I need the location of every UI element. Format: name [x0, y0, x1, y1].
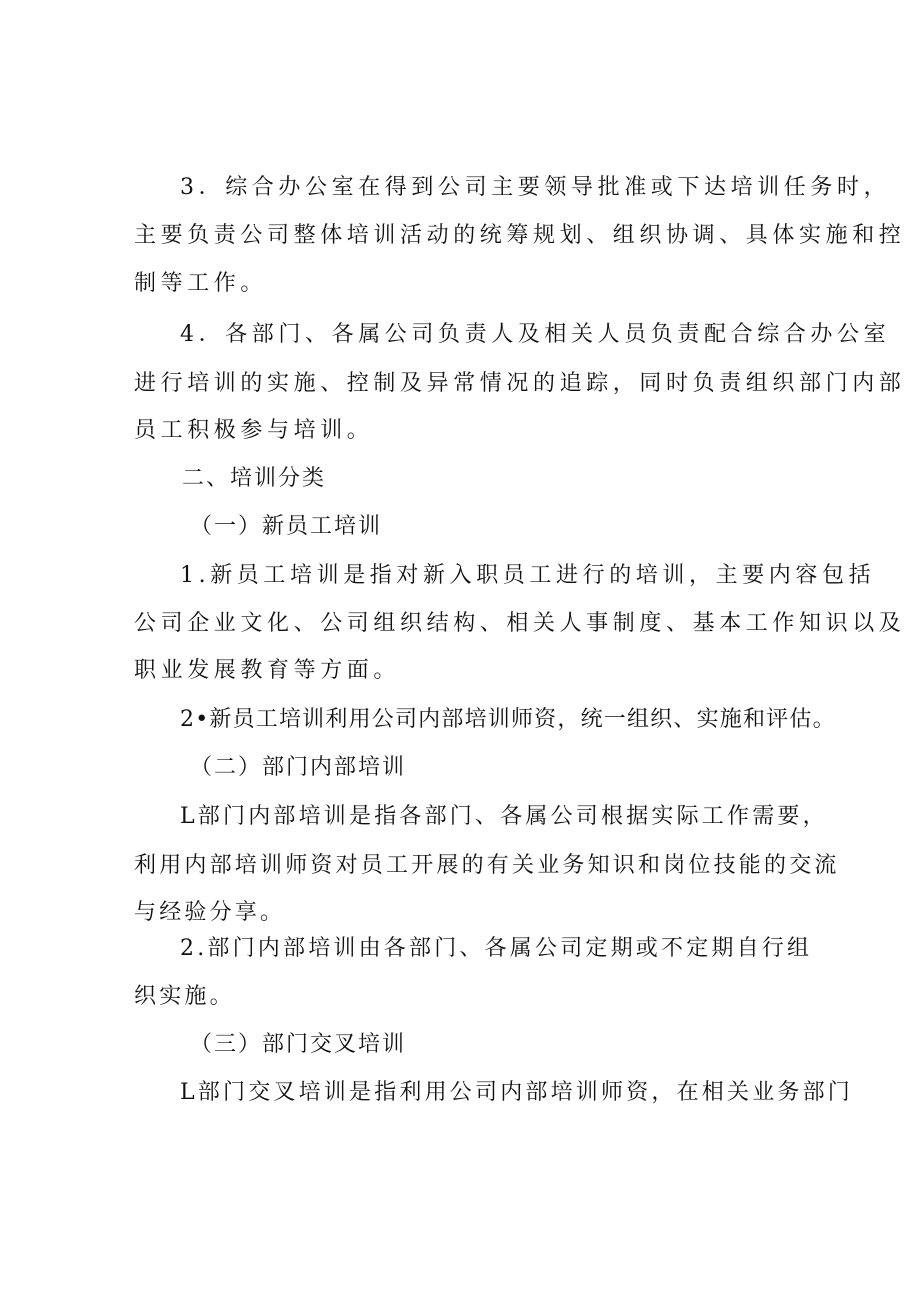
subsection-heading: （二）部门内部培训 — [190, 755, 407, 780]
paragraph-line: 进行培训的实施、控制及异常情况的追踪，同时负责组织部门内部 — [134, 371, 906, 396]
subsection-heading: （三）部门交叉培训 — [190, 1032, 407, 1057]
paragraph-line: 2•新员工培训利用公司内部培训师资，统一组织、实施和评估。 — [180, 707, 836, 732]
paragraph-line: 3．综合办公室在得到公司主要领导批准或下达培训任务时， — [180, 175, 891, 200]
paragraph-line: 员工积极参与培训。 — [134, 418, 374, 443]
paragraph-line: 职业发展教育等方面。 — [134, 658, 401, 683]
paragraph-line: 公司企业文化、公司组织结构、相关人事制度、基本工作知识以及 — [134, 611, 906, 636]
paragraph-line: 与经验分享。 — [134, 900, 286, 925]
paragraph-line: 主要负责公司整体培训活动的统筹规划、组织协调、具体实施和控 — [134, 223, 906, 248]
paragraph-line: 1.新员工培训是指对新入职员工进行的培训，主要内容包括 — [180, 563, 876, 588]
subsection-heading: （一）新员工培训 — [190, 514, 383, 539]
paragraph-line: 利用内部培训师资对员工开展的有关业务知识和岗位技能的交流 — [134, 853, 840, 878]
paragraph-line: 2.部门内部培训由各部门、各属公司定期或不定期自行组 — [180, 936, 813, 961]
paragraph-line: 织实施。 — [134, 984, 235, 1009]
paragraph-line: L部门交叉培训是指利用公司内部培训师资，在相关业务部门 — [180, 1080, 854, 1105]
paragraph-line: L部门内部培训是指各部门、各属公司根据实际工作需要， — [180, 804, 828, 829]
paragraph-line: 制等工作。 — [134, 271, 268, 296]
paragraph-line: 4．各部门、各属公司负责人及相关人员负责配合综合办公室 — [180, 322, 891, 347]
section-heading: 二、培训分类 — [182, 466, 327, 491]
